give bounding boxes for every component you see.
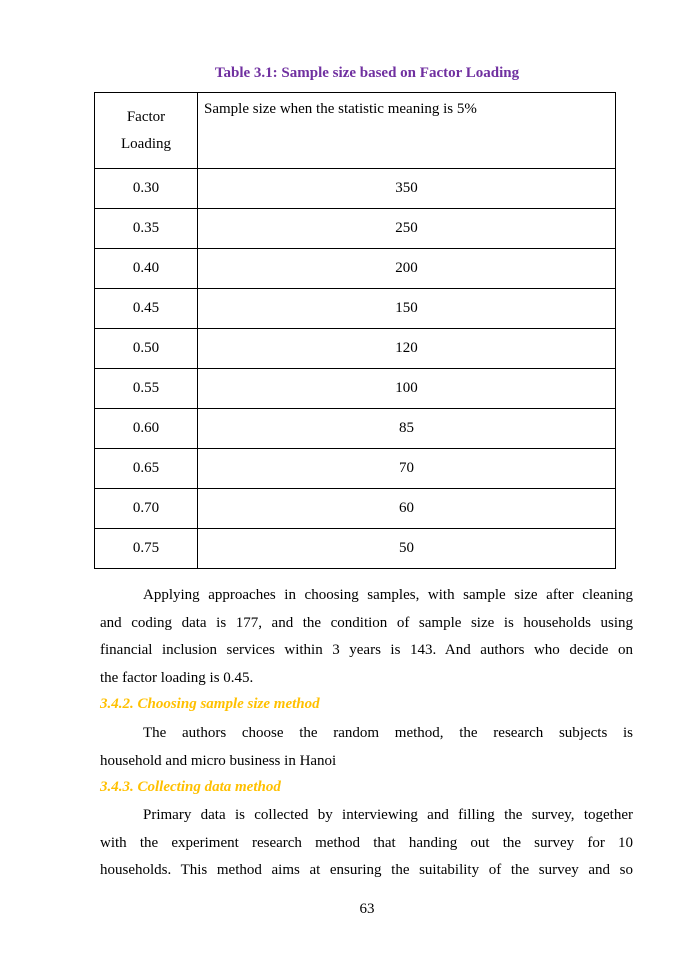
factor-cell: 0.50	[95, 329, 198, 369]
paragraph-sample-approach	[100, 582, 633, 692]
table-row	[95, 449, 616, 489]
header-factor-line2: Loading	[121, 135, 171, 152]
factor-loading-table	[94, 92, 616, 569]
paragraph-line: household and micro business in Hanoi	[100, 752, 337, 769]
table-row	[95, 489, 616, 529]
paragraph-line: financial inclusion services within 3 years is 143. And authors who decide on	[100, 642, 633, 658]
table-row	[95, 529, 616, 569]
factor-cell: 0.55	[95, 369, 198, 409]
table-row	[95, 329, 616, 369]
size-cell: 120	[198, 329, 616, 369]
factor-cell: 0.75	[95, 529, 198, 569]
factor-cell: 0.45	[95, 289, 198, 329]
paragraph-line: Applying approaches in choosing samples, with sample size after cleaning	[143, 587, 633, 603]
size-cell: 70	[198, 449, 616, 489]
size-cell: 85	[198, 409, 616, 449]
size-cell: 250	[198, 209, 616, 249]
header-factor-loading	[95, 93, 198, 169]
table-row	[95, 209, 616, 249]
size-cell: 350	[198, 169, 616, 209]
table-row	[95, 409, 616, 449]
table-row	[95, 369, 616, 409]
header-factor-line1: Factor	[126, 108, 166, 125]
paragraph-line: and coding data is 177, and the condition of sample size is households using	[100, 614, 633, 631]
table-row	[95, 249, 616, 289]
table-row	[95, 289, 616, 329]
paragraph-line: with the experiment research method that handing out the survey for 10	[100, 834, 633, 851]
factor-cell: 0.65	[95, 449, 198, 489]
paragraph-line: The authors choose the random method, the research subjects is	[143, 725, 633, 741]
table-header-row	[95, 93, 616, 169]
size-cell: 200	[198, 249, 616, 289]
factor-cell: 0.30	[95, 169, 198, 209]
header-sample-size: Sample size when the statistic meaning is 5%	[198, 93, 616, 169]
factor-cell: 0.35	[95, 209, 198, 249]
factor-cell: 0.70	[95, 489, 198, 529]
factor-cell: 0.60	[95, 409, 198, 449]
table-row	[95, 169, 616, 209]
section-heading-3-4-3: 3.4.3. Collecting data method	[100, 779, 281, 795]
factor-cell: 0.40	[95, 249, 198, 289]
page-number: 63	[359, 901, 375, 917]
size-cell: 100	[198, 369, 616, 409]
size-cell: 50	[198, 529, 616, 569]
size-cell: 150	[198, 289, 616, 329]
size-cell: 60	[198, 489, 616, 529]
paragraph-line: the factor loading is 0.45.	[100, 669, 254, 686]
paragraph-line: Primary data is collected by interviewing and filling the survey, together	[143, 807, 633, 823]
section-heading-3-4-2: 3.4.2. Choosing sample size method	[100, 696, 320, 712]
paragraph-data-collection	[100, 802, 633, 885]
paragraph-line: households. This method aims at ensuring the suitability of the survey and so	[100, 862, 633, 878]
table-caption: Table 3.1: Sample size based on Factor Loading	[214, 65, 520, 81]
paragraph-sample-method	[100, 720, 633, 775]
